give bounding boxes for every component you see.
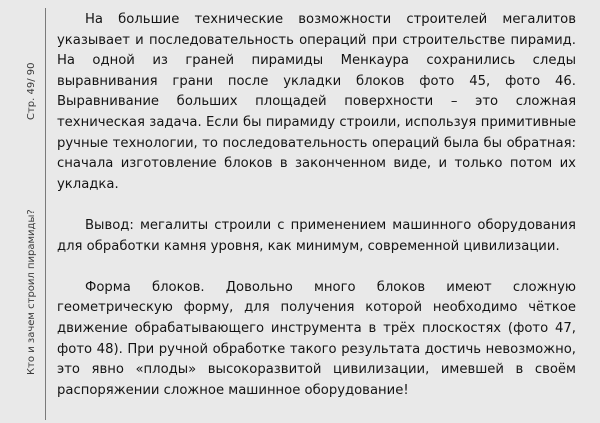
text-body — [57, 10, 576, 401]
book-title: Кто и зачем строил пирамиды? — [26, 209, 37, 375]
paragraph-leveling: На большие технические возможности строителей мегалитов указывает и последовательность операций при строительстве пирамид. На одной из граней пирамиды Менкаура сохранились следы выравнивания грани после укладки блоков фото 45, фото 46. Выравнивание больших площадей поверхности – это сложная техническая задача. Если бы пирамиду строили, используя примитивные ручные технологии, то последовательность операций была бы обратная: сначала изготовление блоков в законченном виде, и только потом их укладка. — [57, 12, 576, 192]
paragraph-conclusion: Вывод: мегалиты строили с применением машинного оборудования для обработки камня уровня, как минимум, современной цивилизации. — [57, 217, 576, 254]
page-number: Стр. 49/ 90 — [26, 62, 37, 120]
paragraph-block-shape: Форма блоков. Довольно много блоков имеют сложную геометрическую форму, для получения которой необходимо чёткое движение обрабатывающего инструмента в трёх плоскостях (фото 47, фото 48). При ручной обработке такого результата достичь невозможно, это явно «плоды» высокоразвитой цивилизации, имевшей в своём распоряжении сложное машинное оборудование! — [57, 279, 576, 398]
margin-divider — [45, 8, 46, 420]
